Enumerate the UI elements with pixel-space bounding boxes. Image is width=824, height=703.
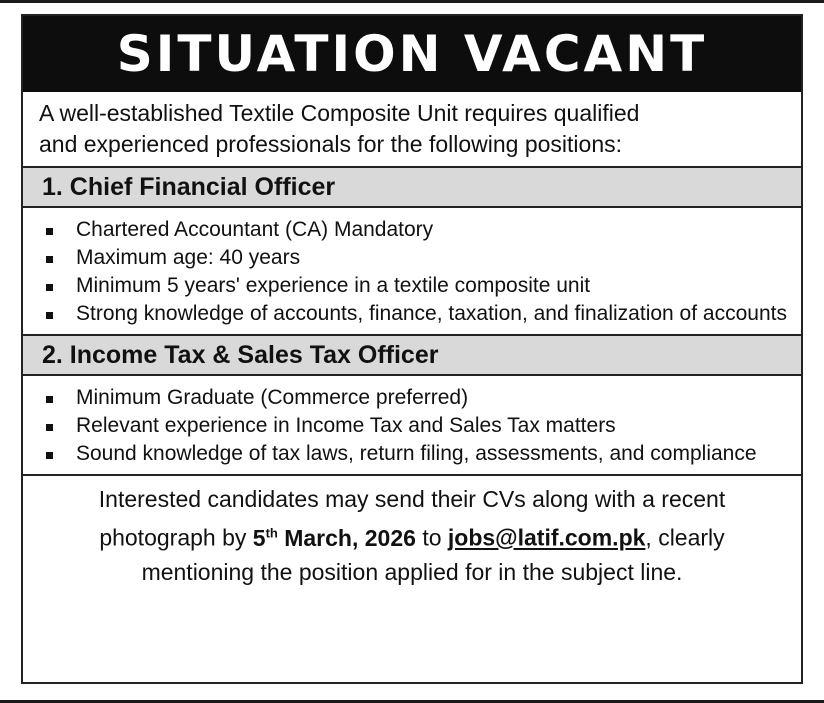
ad-title: SITUATION VACANT bbox=[116, 25, 708, 83]
intro-line-2: and experienced professionals for the following positions: bbox=[39, 131, 623, 157]
requirement-item: Minimum 5 years' experience in a textile composite unit bbox=[43, 272, 793, 300]
requirement-item: Maximum age: 40 years bbox=[43, 244, 793, 272]
intro-line-1: A well-established Textile Composite Unit requires qualified bbox=[39, 100, 640, 126]
deadline-day: 5 bbox=[252, 524, 266, 551]
requirements-list-cfo bbox=[23, 208, 801, 334]
to-text: to bbox=[415, 524, 448, 551]
closing-line-2-end: , clearly bbox=[645, 524, 725, 551]
job-advertisement bbox=[21, 14, 803, 684]
position-heading-cfo: 1. Chief Financial Officer bbox=[23, 166, 801, 208]
requirements-list-tax-officer bbox=[23, 376, 801, 474]
intro-text bbox=[23, 92, 801, 166]
deadline-ordinal: th bbox=[265, 525, 278, 540]
requirement-item: Sound knowledge of tax laws, return filing, assessments, and compliance bbox=[43, 440, 793, 468]
deadline-month-year: March, 2026 bbox=[277, 524, 416, 551]
requirement-item: Relevant experience in Income Tax and Sales Tax matters bbox=[43, 412, 793, 440]
closing-line-3: mentioning the position applied for in the subject line. bbox=[141, 558, 683, 585]
position-heading-tax-officer: 2. Income Tax & Sales Tax Officer bbox=[23, 334, 801, 376]
deadline-date bbox=[253, 525, 416, 551]
application-instructions bbox=[23, 474, 801, 589]
closing-prefix: photograph by bbox=[99, 524, 253, 551]
requirement-item: Chartered Accountant (CA) Mandatory bbox=[43, 216, 793, 244]
requirement-item: Minimum Graduate (Commerce preferred) bbox=[43, 384, 793, 412]
email-link[interactable]: jobs@latif.com.pk bbox=[447, 524, 646, 551]
top-rule bbox=[0, 0, 824, 3]
closing-line-1: Interested candidates may send their CVs along with a recent bbox=[98, 486, 726, 512]
closing-line-2 bbox=[31, 516, 793, 555]
title-banner bbox=[23, 16, 801, 92]
requirement-item: Strong knowledge of accounts, finance, taxation, and finalization of accounts bbox=[43, 300, 793, 328]
